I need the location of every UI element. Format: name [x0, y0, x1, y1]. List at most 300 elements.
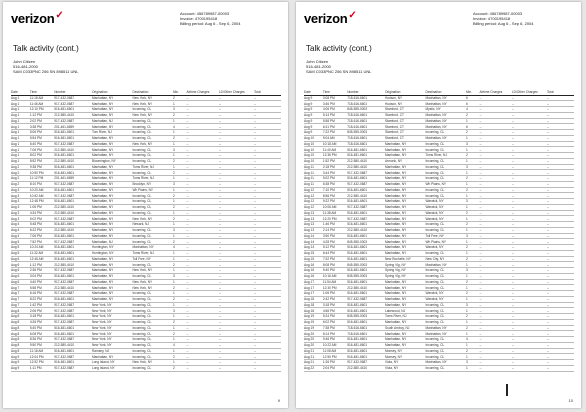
table-cell: Aug 22	[304, 365, 323, 371]
table-cell: --	[479, 239, 511, 245]
table-cell: --	[186, 153, 218, 159]
table-cell: New York, NY	[132, 95, 173, 101]
table-cell: Manhattan, NY	[92, 141, 133, 147]
table-cell: 516-481-6601	[54, 331, 92, 337]
table-cell: --	[219, 118, 254, 124]
table-cell: --	[186, 291, 218, 297]
table-cell: --	[254, 325, 281, 331]
table-cell: Aug 8	[11, 319, 30, 325]
table-cell: Incoming, CL	[425, 337, 466, 343]
table-cell: --	[479, 308, 511, 314]
table-cell: --	[547, 141, 574, 147]
table-cell: 212-580-4410	[54, 262, 92, 268]
table-cell: --	[219, 302, 254, 308]
table-cell: Aug 15	[304, 250, 323, 256]
table-cell: New York, NY	[92, 302, 133, 308]
table-cell: New York, NY	[92, 337, 133, 343]
table-cell: 1	[466, 118, 480, 124]
table-cell: 9:40 PM	[323, 268, 347, 274]
table-cell: Manhattan, NY	[92, 279, 133, 285]
table-cell: --	[479, 256, 511, 262]
table-cell: 2	[466, 153, 480, 159]
table-cell: 4:40 PM	[30, 279, 54, 285]
table-cell: 516-481-6601	[54, 348, 92, 354]
table-cell: --	[219, 204, 254, 210]
column-header: Destination	[425, 89, 466, 95]
table-cell: Tom River, NJ	[92, 130, 133, 136]
table-cell: Manhattan, NY	[92, 153, 133, 159]
table-cell: Incoming, CL	[425, 302, 466, 308]
table-cell: --	[186, 302, 218, 308]
table-cell: Incoming, CL	[425, 279, 466, 285]
table-cell: 1	[173, 118, 187, 124]
column-header: Origination	[385, 89, 426, 95]
table-cell: --	[186, 273, 218, 279]
table-cell: 516-481-6601	[347, 348, 385, 354]
table-cell: --	[186, 296, 218, 302]
table-cell: 6:38 PM	[323, 181, 347, 187]
table-cell: --	[547, 193, 574, 199]
invoice-number: Invoice: 4700195418	[473, 16, 511, 21]
table-cell: 6:08 PM	[30, 331, 54, 337]
table-cell: Aug 10	[304, 147, 323, 153]
table-cell: 1	[173, 233, 187, 239]
table-cell: Manhattan, NY	[385, 239, 426, 245]
table-cell: --	[512, 348, 547, 354]
table-cell: New York, NY	[92, 319, 133, 325]
table-cell: --	[479, 118, 511, 124]
table-cell: Aug 1	[11, 118, 30, 124]
table-cell: 1:52 PM	[323, 158, 347, 164]
bill-page-1	[3, 2, 288, 408]
customer-name: John Citizen	[306, 59, 329, 64]
table-cell: --	[479, 296, 511, 302]
table-cell: 3:18 PM	[323, 302, 347, 308]
table-cell: --	[547, 233, 574, 239]
table-cell: 2	[466, 245, 480, 251]
table-cell: 10:18 AM	[323, 141, 347, 147]
table-cell: New York, NY	[132, 360, 173, 366]
account-info	[180, 11, 241, 26]
table-cell: --	[254, 319, 281, 325]
table-cell: --	[219, 256, 254, 262]
table-cell: 8:08 PM	[323, 262, 347, 268]
customer-name: John Citizen	[13, 59, 36, 64]
table-cell: 516-481-6601	[54, 187, 92, 193]
table-cell: Aug 13	[304, 222, 323, 228]
table-cell: 845-555-0003	[347, 262, 385, 268]
table-cell: Aug 9	[304, 95, 323, 101]
table-cell: 516-481-6601	[54, 130, 92, 136]
table-cell: Incoming, CL	[425, 164, 466, 170]
table-cell: 10:22 AM	[323, 342, 347, 348]
table-cell: --	[254, 181, 281, 187]
table-cell: --	[512, 187, 547, 193]
table-cell: --	[479, 210, 511, 216]
table-cell: 516-481-6601	[347, 176, 385, 182]
table-cell: Aug 18	[304, 302, 323, 308]
table-cell: 718-616-6601	[347, 124, 385, 130]
account-number: Account: 456789987-00003	[473, 11, 523, 16]
table-cell: 2	[466, 176, 480, 182]
table-cell: 9:22 PM	[323, 199, 347, 205]
table-cell: Manhattan, NY	[92, 262, 133, 268]
table-cell: Aug 3	[11, 193, 30, 199]
table-cell: --	[512, 181, 547, 187]
table-cell: 516-481-6601	[347, 210, 385, 216]
table-cell: Incoming, CL	[425, 222, 466, 228]
table-cell: Monsey, NY	[385, 348, 426, 354]
table-cell: 2:36 PM	[30, 268, 54, 274]
table-cell: --	[219, 176, 254, 182]
table-cell: 11:18 AM	[30, 95, 54, 101]
table-cell: --	[186, 158, 218, 164]
table-cell: --	[479, 325, 511, 331]
column-header: Date	[304, 89, 323, 95]
table-cell: --	[254, 342, 281, 348]
table-cell: --	[219, 147, 254, 153]
table-cell: Warwick, NY	[425, 216, 466, 222]
table-cell: Aug 2	[11, 170, 30, 176]
table-cell: Stamford, CT	[385, 107, 426, 113]
table-cell: Aug 1	[11, 107, 30, 113]
table-cell: 4:06 PM	[323, 107, 347, 113]
table-cell: Incoming, CL	[425, 130, 466, 136]
table-cell: Aug 17	[304, 285, 323, 291]
table-cell: --	[479, 354, 511, 360]
table-cell: --	[512, 314, 547, 320]
table-cell: 7:38 PM	[323, 325, 347, 331]
table-cell: 1	[466, 331, 480, 337]
table-cell: Manhattan, NY	[385, 170, 426, 176]
table-cell: 12:04 PM	[30, 354, 54, 360]
table-cell: --	[512, 124, 547, 130]
table-cell: 516-481-6601	[54, 325, 92, 331]
table-cell: 1	[466, 296, 480, 302]
table-cell: --	[479, 319, 511, 325]
table-cell: 3	[466, 233, 480, 239]
table-cell: Toll Free, NY	[425, 233, 466, 239]
table-cell: 1:06 PM	[323, 291, 347, 297]
table-cell: 10:16 AM	[323, 273, 347, 279]
table-cell: New York, NY	[132, 285, 173, 291]
table-cell: 718-616-6601	[347, 331, 385, 337]
table-cell: --	[186, 342, 218, 348]
table-cell: --	[547, 365, 574, 371]
table-cell: --	[512, 308, 547, 314]
table-cell: 516-481-6601	[347, 250, 385, 256]
table-cell: Manhattan, NY	[92, 204, 133, 210]
table-cell: --	[186, 279, 218, 285]
table-cell: Incoming, CL	[132, 124, 173, 130]
column-header: Number	[54, 89, 92, 95]
table-cell: --	[254, 222, 281, 228]
table-cell: --	[254, 233, 281, 239]
table-cell: 212-580-4410	[347, 164, 385, 170]
table-cell: 5:58 PM	[30, 285, 54, 291]
table-cell: Aug 9	[11, 360, 30, 366]
table-cell: Incoming, CL	[425, 170, 466, 176]
table-cell: 917-432-0687	[54, 95, 92, 101]
column-header: Time	[30, 89, 54, 95]
table-row	[304, 365, 574, 371]
table-cell: 2:06 PM	[30, 308, 54, 314]
table-cell: --	[479, 302, 511, 308]
table-cell: --	[219, 101, 254, 107]
table-cell: Incoming, CL	[132, 331, 173, 337]
table-cell: Spring Vlg, NY	[385, 262, 426, 268]
table-cell: New York, NY	[92, 342, 133, 348]
table-cell: Warwick, NY	[425, 199, 466, 205]
table-cell: 2	[466, 130, 480, 136]
table-cell: 12:48 PM	[30, 199, 54, 205]
table-cell: 1	[173, 153, 187, 159]
table-cell: 10:24 AM	[30, 245, 54, 251]
table-cell: --	[219, 199, 254, 205]
table-cell: 516-481-6601	[54, 199, 92, 205]
table-cell: --	[254, 164, 281, 170]
table-cell: 917-432-0687	[54, 101, 92, 107]
table-cell: 5:58 PM	[323, 118, 347, 124]
table-cell: 1	[466, 319, 480, 325]
table-cell: --	[512, 130, 547, 136]
table-cell: --	[219, 222, 254, 228]
table-cell: --	[186, 331, 218, 337]
table-cell: --	[512, 158, 547, 164]
table-cell: 11:40 AM	[323, 147, 347, 153]
table-cell: 212-580-4410	[54, 342, 92, 348]
table-cell: --	[219, 107, 254, 113]
table-cell: --	[219, 233, 254, 239]
table-cell: Aug 20	[304, 331, 323, 337]
table-cell: --	[512, 354, 547, 360]
table-cell: Manhattan, NY	[385, 164, 426, 170]
table-cell: 3:04 PM	[30, 273, 54, 279]
table-cell: --	[186, 124, 218, 130]
table-cell: Manhattan, NY	[92, 216, 133, 222]
table-cell: Manhattan, NY	[92, 187, 133, 193]
table-cell: --	[254, 239, 281, 245]
table-cell: 1:12 PM	[30, 262, 54, 268]
table-cell: --	[547, 147, 574, 153]
table-cell: 7:06 PM	[30, 147, 54, 153]
table-cell: --	[186, 210, 218, 216]
table-cell: 1	[466, 227, 480, 233]
table-cell: --	[186, 170, 218, 176]
table-cell: --	[479, 268, 511, 274]
table-cell: Incoming, CL	[132, 325, 173, 331]
table-cell: 1	[173, 291, 187, 297]
table-cell: 1	[466, 239, 480, 245]
table-cell: Warwick, NY	[425, 291, 466, 297]
table-cell: 1	[173, 176, 187, 182]
talk-activity-table	[11, 89, 281, 372]
table-cell: --	[479, 124, 511, 130]
table-cell: --	[547, 302, 574, 308]
column-header: Airtime Charges	[186, 89, 218, 95]
table-cell: --	[512, 285, 547, 291]
table-cell: --	[254, 227, 281, 233]
table-cell: --	[254, 210, 281, 216]
table-cell: 2	[466, 291, 480, 297]
table-cell: --	[512, 319, 547, 325]
table-cell: 6	[466, 101, 480, 107]
table-cell: Stamford, CT	[385, 112, 426, 118]
table-cell: 1	[466, 273, 480, 279]
table-cell: --	[186, 268, 218, 274]
table-cell: --	[547, 187, 574, 193]
table-cell: 1	[173, 101, 187, 107]
table-cell: --	[186, 135, 218, 141]
table-cell: 2	[173, 319, 187, 325]
table-cell: 8:10 PM	[30, 181, 54, 187]
table-cell: Aug 12	[304, 193, 323, 199]
table-cell: Manhattan, NY	[425, 360, 466, 366]
table-cell: --	[479, 199, 511, 205]
table-cell: Manhattan, NY	[92, 107, 133, 113]
table-cell: 212-580-4410	[54, 285, 92, 291]
table-cell: Warwick, NY	[425, 210, 466, 216]
table-cell: New York, NY	[92, 325, 133, 331]
table-cell: 917-432-0687	[54, 193, 92, 199]
table-cell: --	[547, 337, 574, 343]
customer-phone: 516-481-2000	[13, 64, 38, 70]
table-cell: --	[512, 365, 547, 371]
table-cell: 516-481-6601	[54, 135, 92, 141]
table-cell: --	[219, 135, 254, 141]
table-cell: Manhattan, NY	[92, 354, 133, 360]
table-cell: 5:54 PM	[30, 135, 54, 141]
table-cell: --	[512, 291, 547, 297]
table-cell: --	[186, 204, 218, 210]
table-cell: --	[219, 210, 254, 216]
table-cell: --	[479, 204, 511, 210]
table-cell: 12:52 PM	[30, 360, 54, 366]
table-cell: 516-481-6601	[347, 291, 385, 297]
table-cell: --	[254, 112, 281, 118]
table-cell: Incoming, CL	[132, 147, 173, 153]
table-cell: --	[254, 314, 281, 320]
table-cell: --	[186, 130, 218, 136]
table-cell: Aug 15	[304, 256, 323, 262]
table-cell: New York, NY	[132, 216, 173, 222]
table-cell: 7:06 PM	[30, 233, 54, 239]
table-cell: Lakewood, NJ	[385, 308, 426, 314]
table-cell: 11:08 AM	[323, 348, 347, 354]
table-cell: 1	[466, 354, 480, 360]
table-cell: --	[186, 348, 218, 354]
table-cell: 3:44 PM	[323, 170, 347, 176]
table-cell: 516-481-6601	[347, 245, 385, 251]
table-cell: 2	[173, 354, 187, 360]
table-cell: 212-580-4410	[347, 158, 385, 164]
table-cell: --	[512, 325, 547, 331]
table-cell: 2	[466, 256, 480, 262]
table-cell: --	[512, 256, 547, 262]
table-cell: Incoming, CL	[425, 285, 466, 291]
table-cell: 1	[173, 187, 187, 193]
table-cell: --	[547, 245, 574, 251]
table-cell: --	[186, 360, 218, 366]
table-cell: New York, NY	[132, 112, 173, 118]
table-cell: 1	[173, 250, 187, 256]
table-cell: --	[547, 354, 574, 360]
table-cell: Aug 2	[11, 176, 30, 182]
table-cell: Incoming, CL	[425, 227, 466, 233]
table-cell: Manhattan, NY	[385, 199, 426, 205]
table-cell: --	[479, 279, 511, 285]
table-cell: Toms River, NJ	[132, 164, 173, 170]
table-cell: 845-555-0003	[347, 239, 385, 245]
table-cell: --	[186, 256, 218, 262]
table-cell: --	[547, 170, 574, 176]
table-cell: 1	[173, 360, 187, 366]
table-cell: New York, NY	[132, 268, 173, 274]
table-cell: 516-481-6601	[347, 153, 385, 159]
table-cell: --	[512, 227, 547, 233]
table-cell: --	[547, 222, 574, 228]
table-cell: Newark, NJ	[132, 222, 173, 228]
table-cell: --	[512, 342, 547, 348]
table-cell: 1:46 PM	[323, 222, 347, 228]
table-cell: 917-432-0687	[347, 360, 385, 366]
table-cell: Incoming, CL	[132, 135, 173, 141]
table-cell: Brooklyn, NY	[132, 181, 173, 187]
table-cell: Incoming, CL	[132, 314, 173, 320]
table-cell: 7:52 PM	[30, 239, 54, 245]
table-cell: Manhattan, NY	[385, 331, 426, 337]
table-cell: --	[219, 124, 254, 130]
table-cell: --	[219, 279, 254, 285]
table-cell: --	[186, 95, 218, 101]
table-cell: Manhattan, NY	[385, 291, 426, 297]
table-cell: Incoming, CL	[132, 199, 173, 205]
table-cell: 6:40 PM	[30, 141, 54, 147]
table-cell: Incoming, CL	[425, 176, 466, 182]
table-cell: 917-432-0687	[347, 181, 385, 187]
table-cell: Manhattan, NJ	[92, 239, 133, 245]
table-cell: 917-432-0687	[54, 308, 92, 314]
column-header: Destination	[132, 89, 173, 95]
table-cell: 1	[173, 256, 187, 262]
table-cell: --	[219, 158, 254, 164]
table-cell: --	[547, 118, 574, 124]
table-cell: --	[186, 227, 218, 233]
table-cell: --	[219, 245, 254, 251]
table-cell: --	[219, 216, 254, 222]
table-cell: 6	[466, 124, 480, 130]
table-cell: --	[219, 181, 254, 187]
table-cell: --	[254, 158, 281, 164]
table-cell: Incoming, CL	[132, 204, 173, 210]
table-cell: Viola, NY	[385, 360, 426, 366]
table-cell: --	[186, 285, 218, 291]
table-cell: --	[186, 199, 218, 205]
table-cell: --	[254, 354, 281, 360]
table-cell: Manhattan, NY	[92, 164, 133, 170]
table-cell: --	[512, 216, 547, 222]
table-cell: Manhattan, NY	[425, 95, 466, 101]
table-cell: 1	[466, 181, 480, 187]
table-cell: Manhattan, NY	[425, 262, 466, 268]
table-cell: 2:02 PM	[30, 118, 54, 124]
table-cell: 4	[173, 342, 187, 348]
table-cell: Stamford, CT	[385, 135, 426, 141]
section-title: Talk activity (cont.)	[13, 44, 79, 53]
table-cell: 4:34 PM	[30, 210, 54, 216]
table-cell: 212-580-4410	[54, 158, 92, 164]
table-cell: 3	[466, 164, 480, 170]
